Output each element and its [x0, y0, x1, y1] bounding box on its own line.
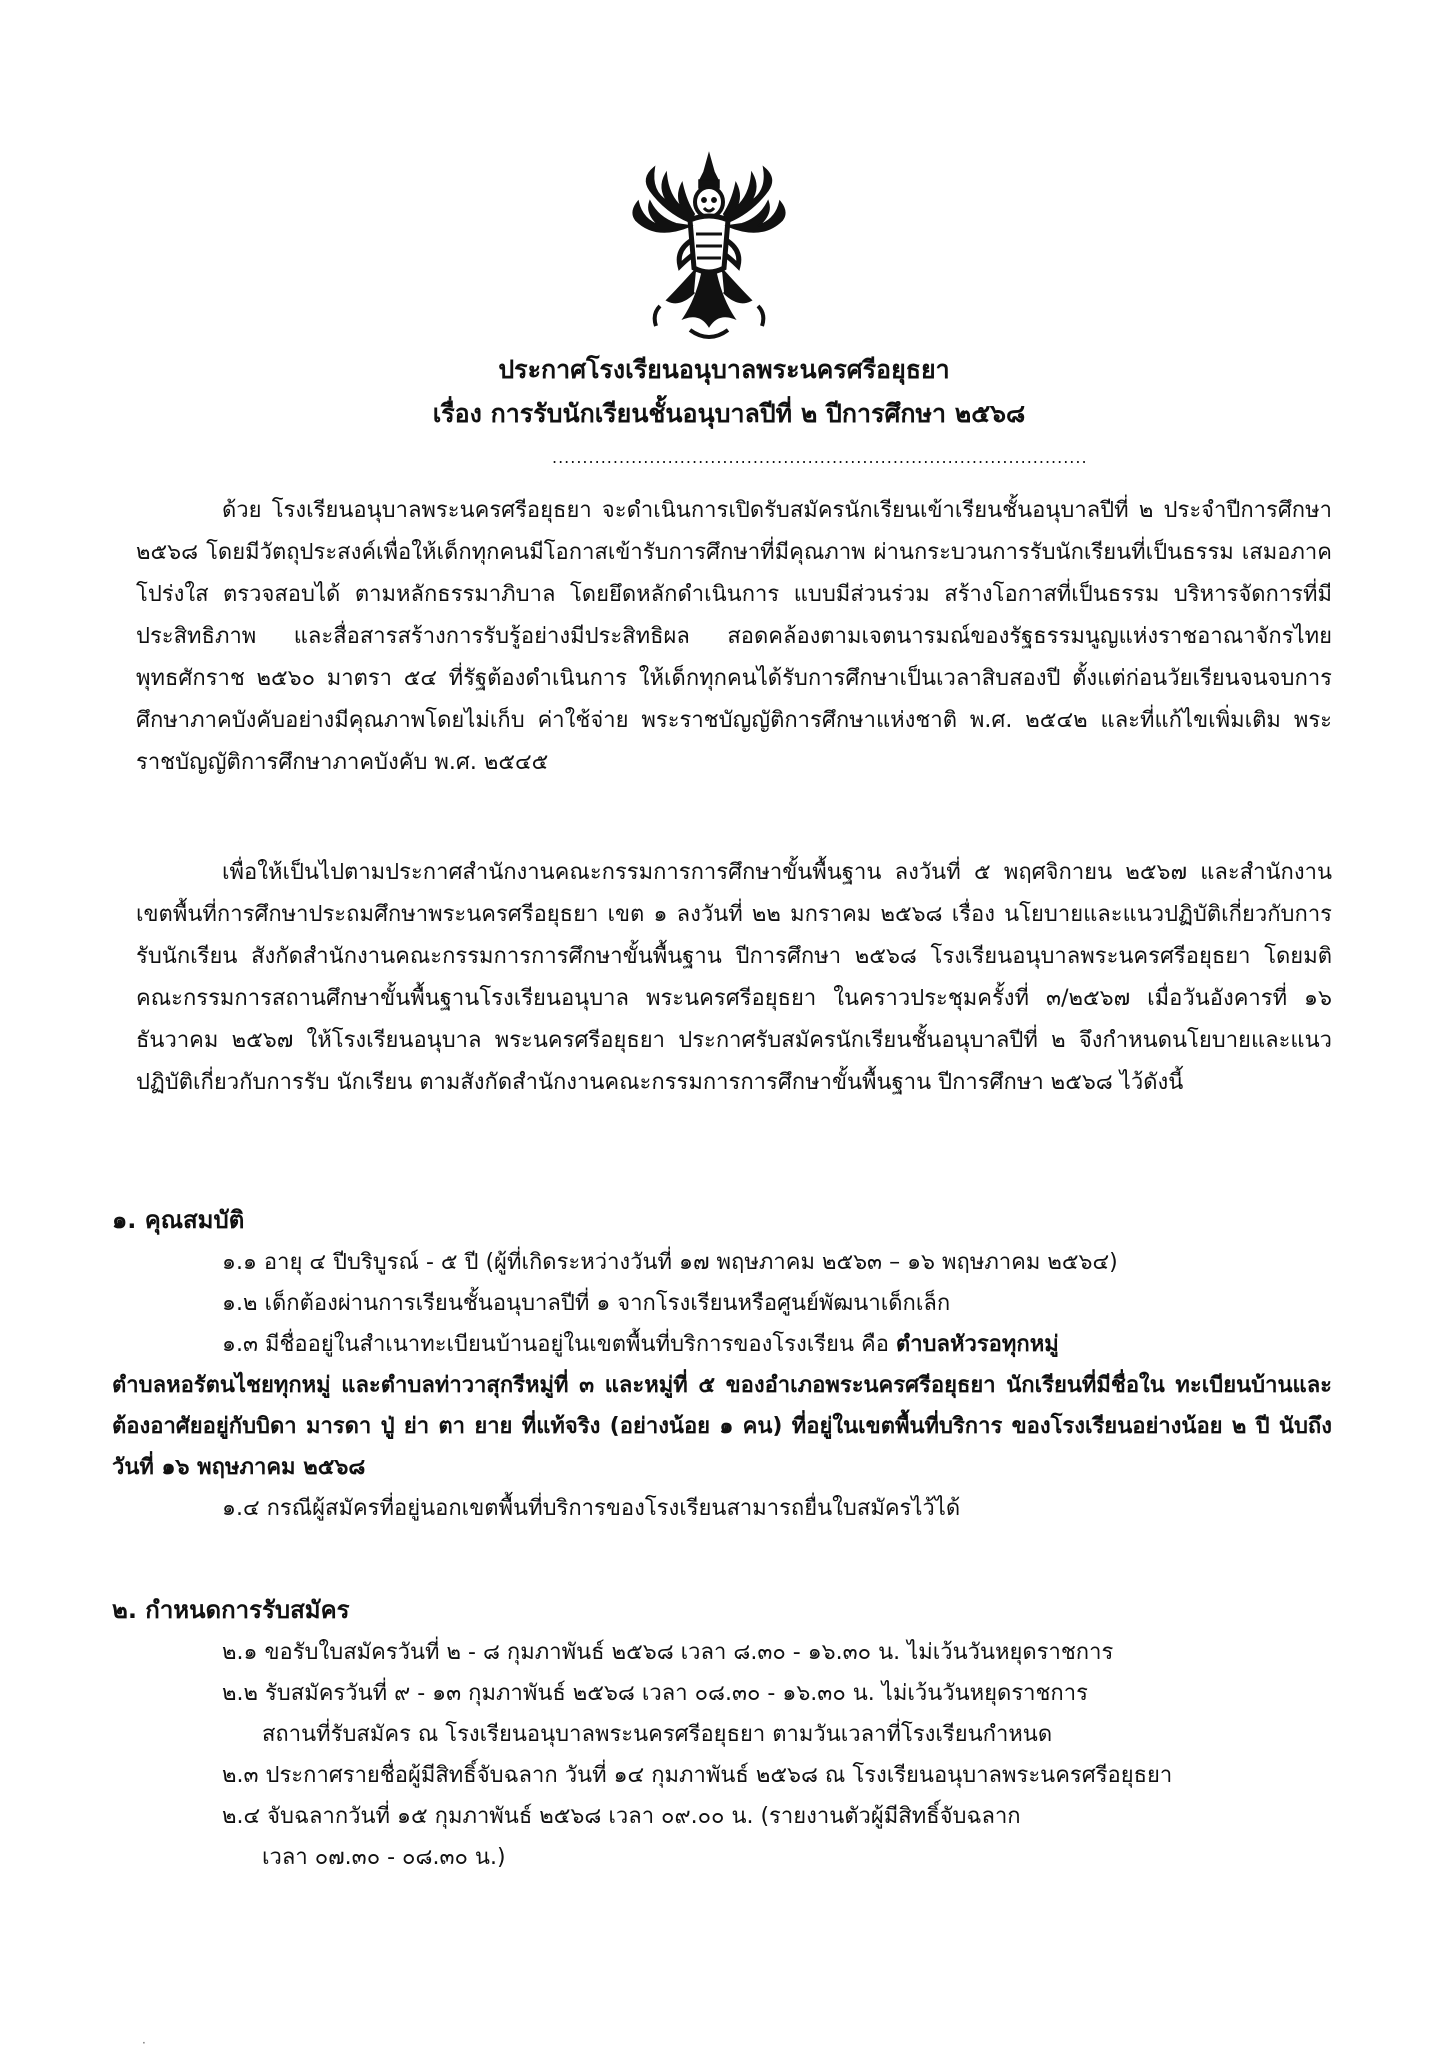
qualification-item-3-continued: ตำบลหอรัตนไชยทุกหมู่ และตำบลท่าวาสุกรีหมู่ที่ ๓ และหมู่ที่ ๕ ของอำเภอพระนครศรีอยุธยา นักเรียนที่มีชื่อใน ทะเบียนบ้านและต้องอาศัยอยู่กับบิดา มารดา ปู่ ย่า ตา ยาย ที่แท้จริง (อย่างน้อย ๑ คน) ที่อยู่ในเขตพื้นที่บริการ ของโรงเรียนอย่างน้อย ๒ ปี นับถึงวันที่ ๑๖ พฤษภาคม ๒๕๖๘ — [112, 1373, 1332, 1480]
application-schedule-section — [112, 1588, 1332, 1878]
qualification-item-3 — [112, 1324, 1332, 1365]
qualifications-heading: ๑. คุณสมบัติ — [112, 1206, 245, 1234]
policy-paragraph: เพื่อให้เป็นไปตามประกาศสำนักงานคณะกรรมการการศึกษาขั้นพื้นฐาน ลงวันที่ ๕ พฤศจิกายน ๒๕๖๗ และสำนักงานเขตพื้นที่การศึกษาประถมศึกษาพระนครศรีอยุธยา เขต ๑ ลงวันที่ ๒๒ มกราคม ๒๕๖๘ เรื่อง นโยบายและแนวปฏิบัติเกี่ยวกับการรับนักเรียน สังกัดสำนักงานคณะกรรมการการศึกษาขั้นพื้นฐาน ปีการศึกษา ๒๕๖๘ โรงเรียนอนุบาลพระนครศรีอยุธยา โดยมติคณะกรรมการสถานศึกษาขั้นพื้นฐานโรงเรียนอนุบาล พระนครศรีอยุธยา ในคราวประชุมครั้งที่ ๓/๒๕๖๗ เมื่อวันอังคารที่ ๑๖ ธันวาคม ๒๕๖๗ ให้โรงเรียนอนุบาล พระนครศรีอยุธยา ประกาศรับสมัครนักเรียนชั้นอนุบาลปีที่ ๒ จึงกำหนดนโยบายและแนวปฏิบัติเกี่ยวกับการรับ นักเรียน ตามสังกัดสำนักงานคณะกรรมการการศึกษาขั้นพื้นฐาน ปีการศึกษา ๒๕๖๘ ไว้ดังนี้ — [136, 860, 1332, 1095]
qualification-item-3-bold: ตำบลหัวรอทุกหมู่ — [895, 1332, 1059, 1357]
schedule-item-1: ๒.๑ ขอรับใบสมัครวันที่ ๒ - ๘ กุมภาพันธ์ ๒๕๖๘ เวลา ๘.๓๐ - ๑๖.๓๐ น. ไม่เว้นวันหยุดราชการ — [222, 1640, 1114, 1665]
schedule-item-4-time: เวลา ๐๗.๓๐ - ๐๘.๓๐ น.) — [262, 1845, 506, 1870]
qualification-item-2: ๑.๒ เด็กต้องผ่านการเรียนชั้นอนุบาลปีที่ ๑ จากโรงเรียนหรือศูนย์พัฒนาเด็กเล็ก — [222, 1291, 951, 1316]
schedule-item-3: ๒.๓ ประกาศรายชื่อผู้มีสิทธิ์จับฉลาก วันที่ ๑๔ กุมภาพันธ์ ๒๕๖๘ ณ โรงเรียนอนุบาลพระนครศรีอยุธยา — [222, 1763, 1173, 1788]
qualification-item-1: ๑.๑ อายุ ๔ ปีบริบูรณ์ - ๕ ปี (ผู้ที่เกิดระหว่างวันที่ ๑๗ พฤษภาคม ๒๕๖๓ – ๑๖ พฤษภาคม ๒๕๖๔) — [222, 1250, 1118, 1275]
schedule-item-4: ๒.๔ จับฉลากวันที่ ๑๕ กุมภาพันธ์ ๒๕๖๘ เวลา ๐๙.๐๐ น. (รายงานตัวผู้มีสิทธิ์จับฉลาก — [222, 1804, 1021, 1829]
announcement-title — [0, 348, 1448, 436]
title-separator: ........................................................................................ — [552, 448, 1088, 467]
title-line-2: เรื่อง การรับนักเรียนชั้นอนุบาลปีที่ ๒ ปีการศึกษา ๒๕๖๘ — [432, 399, 1026, 428]
policy-paragraph-block — [136, 852, 1332, 1104]
garuda-emblem-icon — [596, 150, 822, 350]
schedule-heading: ๒. กำหนดการรับสมัคร — [112, 1596, 350, 1624]
qualifications-section — [112, 1198, 1332, 1529]
schedule-item-2-location: สถานที่รับสมัคร ณ โรงเรียนอนุบาลพระนครศรีอยุธยา ตามวันเวลาที่โรงเรียนกำหนด — [262, 1722, 1053, 1747]
title-line-1: ประกาศโรงเรียนอนุบาลพระนครศรีอยุธยา — [498, 355, 950, 384]
qualification-item-3-text: ๑.๓ มีชื่ออยู่ในสำเนาทะเบียนบ้านอยู่ในเขตพื้นที่บริการของโรงเรียน คือ — [222, 1332, 896, 1357]
intro-paragraph-block — [136, 490, 1332, 784]
qualification-item-4: ๑.๔ กรณีผู้สมัครที่อยู่นอกเขตพื้นที่บริการของโรงเรียนสามารถยื่นใบสมัครไว้ได้ — [222, 1496, 961, 1521]
intro-paragraph: ด้วย โรงเรียนอนุบาลพระนครศรีอยุธยา จะดำเนินการเปิดรับสมัครนักเรียนเข้าเรียนชั้นอนุบาลปีที่ ๒ ประจำปีการศึกษา ๒๕๖๘ โดยมีวัตถุประสงค์เพื่อให้เด็กทุกคนมีโอกาสเข้ารับการศึกษาที่มีคุณภาพ ผ่านกระบวนการรับนักเรียนที่เป็นธรรม เสมอภาค โปร่งใส ตรวจสอบได้ ตามหลักธรรมาภิบาล โดยยึดหลักดำเนินการ แบบมีส่วนร่วม สร้างโอกาสที่เป็นธรรม บริหารจัดการที่มีประสิทธิภาพ และสื่อสารสร้างการรับรู้อย่างมีประสิทธิผล สอดคล้องตามเจตนารมณ์ของรัฐธรรมนูญแห่งราชอาณาจักรไทย พุทธศักราช ๒๕๖๐ มาตรา ๕๔ ที่รัฐต้องดำเนินการ ให้เด็กทุกคนได้รับการศึกษาเป็นเวลาสิบสองปี ตั้งแต่ก่อนวัยเรียนจนจบการศึกษาภาคบังคับอย่างมีคุณภาพโดยไม่เก็บ ค่าใช้จ่าย พระราชบัญญัติการศึกษาแห่งชาติ พ.ศ. ๒๕๔๒ และที่แก้ไขเพิ่มเติม พระราชบัญญัติการศึกษาภาคบังคับ พ.ศ. ๒๕๔๕ — [136, 498, 1332, 775]
schedule-item-2: ๒.๒ รับสมัครวันที่ ๙ - ๑๓ กุมภาพันธ์ ๒๕๖๘ เวลา ๐๘.๓๐ - ๑๖.๓๐ น. ไม่เว้นวันหยุดราชการ — [222, 1681, 1088, 1706]
scan-speck: · — [142, 2036, 146, 2050]
